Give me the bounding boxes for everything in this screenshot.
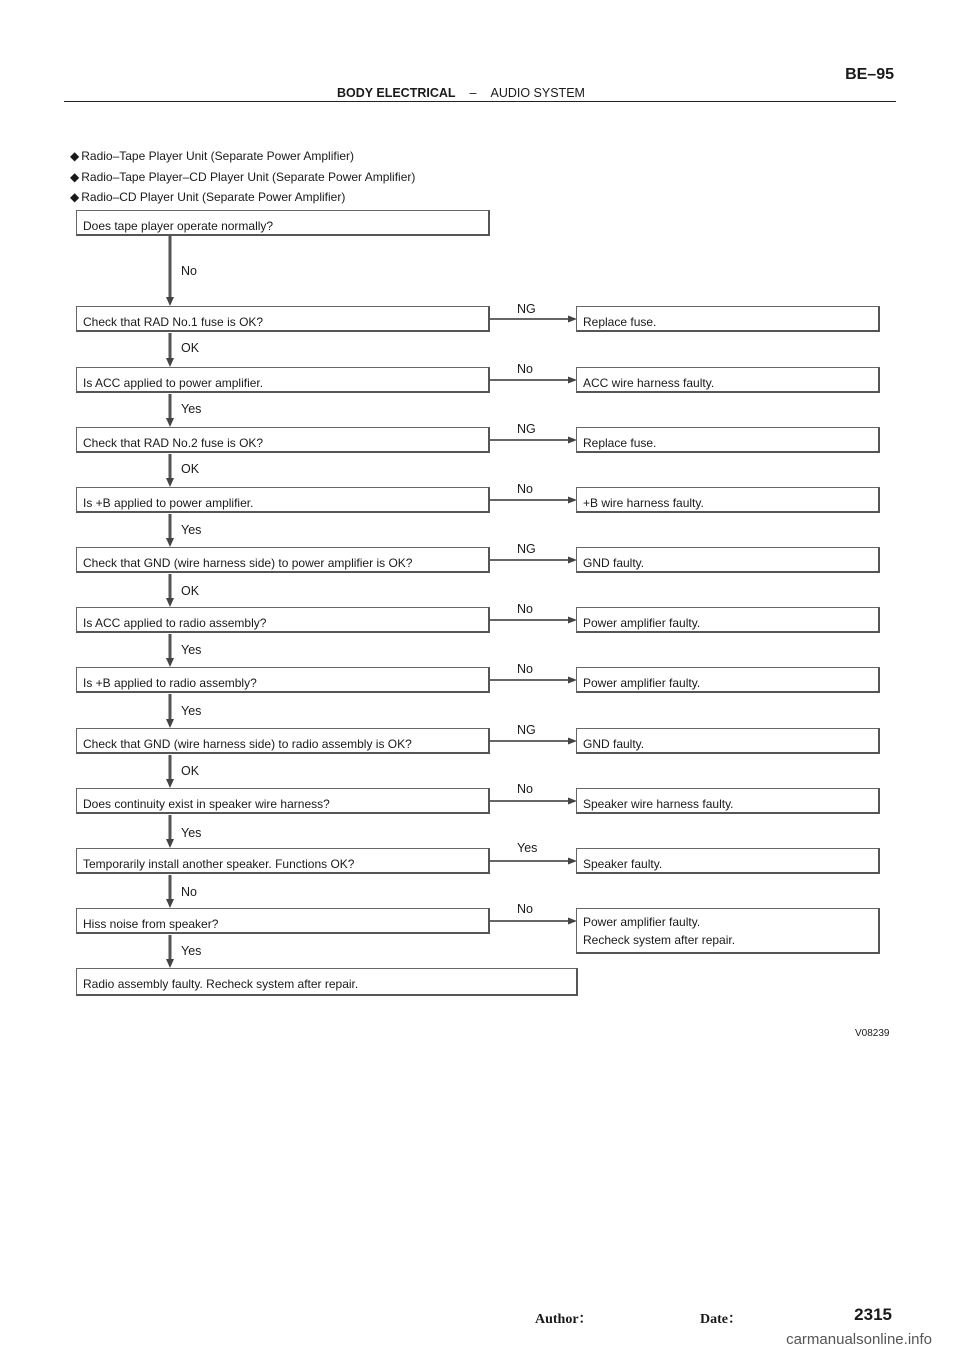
question-box: Temporarily install another speaker. Functions OK? <box>76 848 490 874</box>
down-arrowhead <box>166 658 174 667</box>
diamond-bullet-icon: ◆ <box>70 170 80 184</box>
down-branch-label: Yes <box>181 643 202 657</box>
down-arrowhead <box>166 297 174 306</box>
down-branch-label: Yes <box>181 523 202 537</box>
side-branch-label: No <box>517 902 533 916</box>
question-box: Is ACC applied to power amplifier. <box>76 367 490 393</box>
down-branch-label: Yes <box>181 704 202 718</box>
question-box: Does continuity exist in speaker wire harness? <box>76 788 490 814</box>
section-title: BODY ELECTRICAL <box>337 86 456 100</box>
question-box: Is ACC applied to radio assembly? <box>76 607 490 633</box>
down-arrowhead <box>166 779 174 788</box>
question-box: Check that GND (wire harness side) to radio assembly is OK? <box>76 728 490 754</box>
side-branch-label: Yes <box>517 841 538 855</box>
down-arrowhead <box>166 598 174 607</box>
side-branch-label: No <box>517 602 533 616</box>
applicability-item: ◆ Radio–Tape Player Unit (Separate Power Amplifier) <box>70 149 355 163</box>
down-arrowhead <box>166 358 174 367</box>
applicability-item: ◆ Radio–Tape Player–CD Player Unit (Separate Power Amplifier) <box>70 170 416 184</box>
question-box: Is +B applied to radio assembly? <box>76 667 490 693</box>
watermark: carmanualsonline.info <box>786 1331 932 1348</box>
side-branch-label: No <box>517 482 533 496</box>
diamond-bullet-icon: ◆ <box>70 190 80 204</box>
end-box: Radio assembly faulty. Recheck system after repair. <box>76 968 578 996</box>
page-number: 2315 <box>854 1305 892 1324</box>
down-arrowhead <box>166 478 174 487</box>
down-arrowhead <box>166 959 174 968</box>
figure-id: V08239 <box>855 1028 890 1039</box>
author-label: Author： <box>535 1312 593 1327</box>
down-branch-label: OK <box>181 462 200 476</box>
side-branch-label: NG <box>517 302 536 316</box>
question-box: Check that RAD No.1 fuse is OK? <box>76 306 490 332</box>
down-arrowhead <box>166 418 174 427</box>
down-branch-label: OK <box>181 584 200 598</box>
down-branch-label: Yes <box>181 826 202 840</box>
result-box: Power amplifier faulty. <box>576 607 880 633</box>
side-branch-label: NG <box>517 422 536 436</box>
down-arrowhead <box>166 719 174 728</box>
start-box: Does tape player operate normally? <box>76 210 490 236</box>
side-branch-label: No <box>517 782 533 796</box>
side-branch-label: NG <box>517 723 536 737</box>
question-box: Check that GND (wire harness side) to power amplifier is OK? <box>76 547 490 573</box>
result-box: ACC wire harness faulty. <box>576 367 880 393</box>
down-branch-label: OK <box>181 764 200 778</box>
result-box: Speaker faulty. <box>576 848 880 874</box>
down-branch-label: Yes <box>181 944 202 958</box>
result-line: Recheck system after repair. <box>583 933 736 947</box>
down-branch-label: No <box>181 885 197 899</box>
side-branch-label: No <box>517 362 533 376</box>
question-box: Check that RAD No.2 fuse is OK? <box>76 427 490 453</box>
result-box: Power amplifier faulty. <box>576 667 880 693</box>
applicability-item: ◆ Radio–CD Player Unit (Separate Power Amplifier) <box>70 190 346 204</box>
down-branch-label: OK <box>181 341 200 355</box>
diamond-bullet-icon: ◆ <box>70 149 80 163</box>
result-box: +B wire harness faulty. <box>576 487 880 513</box>
down-arrowhead <box>166 839 174 848</box>
down-arrowhead <box>166 899 174 908</box>
result-box: Speaker wire harness faulty. <box>576 788 880 814</box>
question-box: Is +B applied to power amplifier. <box>76 487 490 513</box>
result-box: Replace fuse. <box>576 427 880 453</box>
date-label: Date： <box>700 1312 742 1327</box>
result-box: GND faulty. <box>576 728 880 754</box>
result-box: Replace fuse. <box>576 306 880 332</box>
result-box: GND faulty. <box>576 547 880 573</box>
section-separator: – <box>469 86 477 100</box>
result-box <box>576 908 880 954</box>
subsection-title: AUDIO SYSTEM <box>490 86 585 100</box>
result-line: Power amplifier faulty. <box>583 915 701 929</box>
down-branch-label: Yes <box>181 402 202 416</box>
side-branch-label: NG <box>517 542 536 556</box>
side-branch-label: No <box>517 662 533 676</box>
start-branch-label: No <box>181 264 197 278</box>
down-arrowhead <box>166 538 174 547</box>
page-id: BE–95 <box>845 66 894 83</box>
question-box: Hiss noise from speaker? <box>76 908 490 934</box>
